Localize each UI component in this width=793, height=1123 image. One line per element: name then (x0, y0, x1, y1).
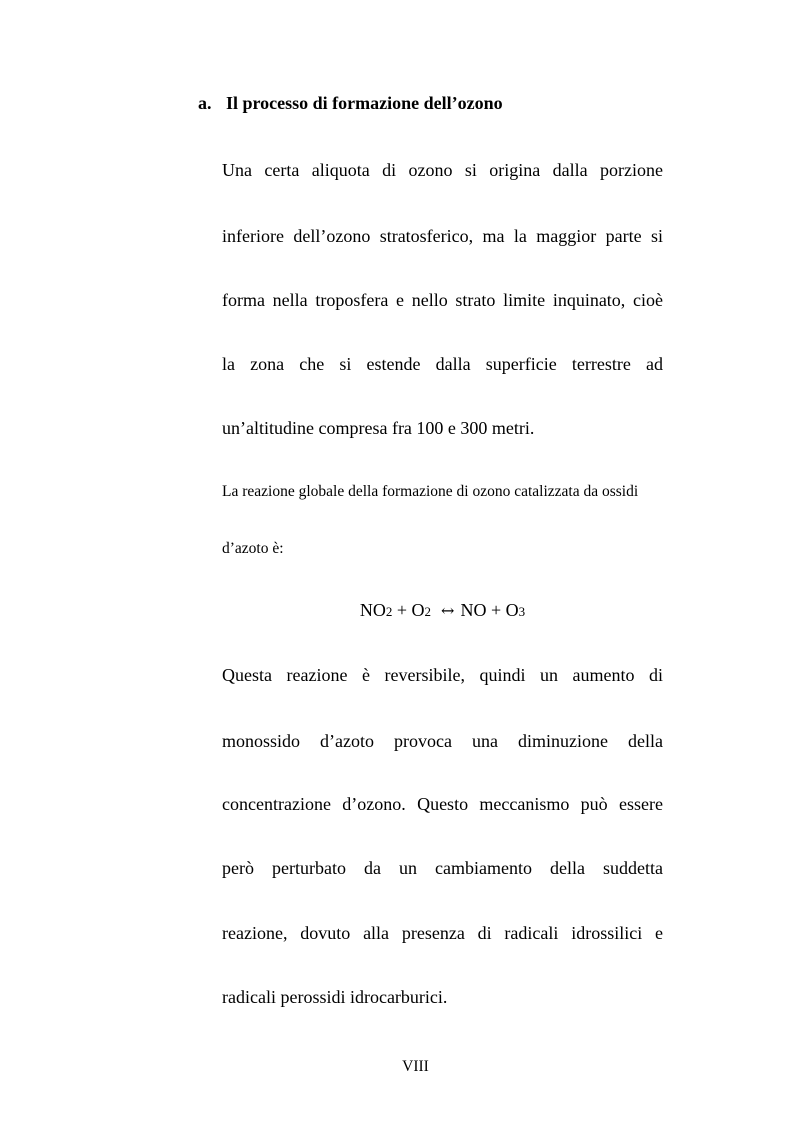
equation-no: NO (460, 600, 487, 620)
section-marker: a. (198, 93, 212, 113)
equation-plus: + (486, 600, 506, 620)
paragraph-line: d’azoto è: (222, 540, 284, 557)
chemical-equation (0, 600, 793, 621)
equation-no2-subscript: 2 (385, 604, 393, 619)
equation-o2: O (411, 600, 425, 620)
paragraph-line: La reazione globale della formazione di ozono catalizzata da ossidi (222, 483, 639, 500)
paragraph-line: reazione, dovuto alla presenza di radicali idrossilici e (222, 923, 663, 943)
paragraph-line: un’altitudine compresa fra 100 e 300 metri. (222, 418, 535, 438)
section-title: Il processo di formazione dell’ozono (226, 93, 503, 113)
section-heading (198, 93, 503, 114)
paragraph-line: Questa reazione è reversibile, quindi un aumento di (222, 665, 663, 685)
paragraph-line: però perturbato da un cambiamento della suddetta (222, 858, 663, 878)
paragraph-line: la zona che si estende dalla superficie terrestre ad (222, 354, 663, 374)
equation-o2-subscript: 2 (424, 604, 432, 619)
equation-plus: + (392, 600, 412, 620)
paragraph-line: concentrazione d’ozono. Questo meccanismo può essere (222, 794, 663, 814)
paragraph-line: forma nella troposfera e nello strato limite inquinato, cioè (222, 290, 663, 310)
equation-no2: NO (359, 600, 386, 620)
paragraph-line: Una certa aliquota di ozono si origina dalla porzione (222, 160, 663, 180)
paragraph-line: monossido d’azoto provoca una diminuzione della (222, 731, 663, 751)
equilibrium-arrow: ↔ (441, 601, 455, 620)
page-number: VIII (402, 1058, 429, 1075)
equation-o3: O (505, 600, 519, 620)
equation-o3-subscript: 3 (518, 604, 526, 619)
paragraph-line: radicali perossidi idrocarburici. (222, 987, 448, 1007)
paragraph-line: inferiore dell’ozono stratosferico, ma la maggior parte si (222, 226, 663, 246)
